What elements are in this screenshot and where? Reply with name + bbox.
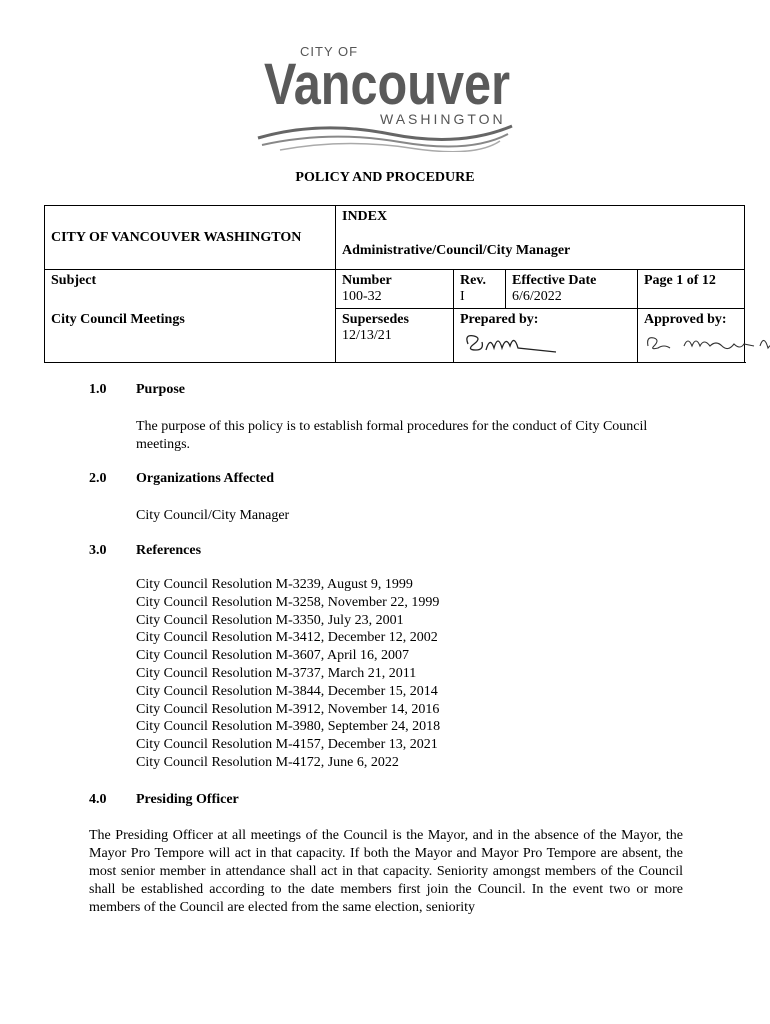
number-cell <box>336 270 454 309</box>
reference-item: City Council Resolution M-3607, April 16, 2007 <box>136 648 410 664</box>
reference-item: City Council Resolution M-3980, September 24, 2018 <box>136 719 441 735</box>
rev-cell <box>454 270 506 309</box>
reference-item: City Council Resolution M-3844, December 15, 2014 <box>136 683 438 699</box>
presiding-officer-text: The Presiding Officer at all meetings of the Council is the Mayor, and in the absence of the Mayor, the Mayor Pro Tempore will act in that capacity. If both the Mayor and Mayor Pro Tempore are absent, the most senior member in attendance shall act in that capacity. Seniority amongst members of the Council shall be established according to the date members first join the Council. In the event two or more members of the Council are elected from the same election, seniority <box>89 828 683 915</box>
subject-label: Subject <box>51 273 97 288</box>
org-cell <box>45 206 336 270</box>
approved-by-label: Approved by: <box>644 312 727 327</box>
section-1-text: The purpose of this policy is to establish formal procedures for the conduct of City Council meetings. <box>136 419 648 452</box>
prepared-by-label: Prepared by: <box>460 312 539 327</box>
prepared-by-signature <box>460 330 570 356</box>
logo-city-of: CITY OF <box>300 44 359 59</box>
number-value: 100-32 <box>342 289 382 304</box>
reference-item: City Council Resolution M-3412, December 12, 2002 <box>136 630 438 646</box>
reference-item: City Council Resolution M-3350, July 23, 2001 <box>136 612 404 628</box>
section-number: 1.0 <box>89 382 107 397</box>
effective-date-cell <box>506 270 638 309</box>
section-title: References <box>136 543 202 558</box>
section-title: Organizations Affected <box>136 471 275 486</box>
prepared-by-cell <box>454 309 638 363</box>
index-value: Administrative/Council/City Manager <box>342 243 571 258</box>
document-title: POLICY AND PROCEDURE <box>295 170 475 185</box>
approved-by-cell <box>638 309 745 363</box>
policy-header-table <box>44 205 745 363</box>
section-2-text: City Council/City Manager <box>136 508 290 523</box>
reference-item: City Council Resolution M-3912, November 14, 2016 <box>136 701 440 717</box>
logo-washington: WASHINGTON <box>380 111 506 127</box>
reference-item: City Council Resolution M-3239, August 9, 1999 <box>136 577 413 592</box>
approved-by-signature <box>644 330 770 356</box>
effective-date-label: Effective Date <box>512 273 597 288</box>
section-title: Presiding Officer <box>136 792 239 807</box>
section-1-heading <box>89 382 185 398</box>
index-cell <box>336 206 745 270</box>
index-label: INDEX <box>342 209 388 224</box>
reference-item: City Council Resolution M-4157, December 13, 2021 <box>136 737 438 753</box>
rev-value: I <box>460 289 465 304</box>
section-number: 2.0 <box>89 471 107 486</box>
page-number: Page 1 of 12 <box>644 273 716 288</box>
logo-wave-1 <box>258 126 512 139</box>
section-3-heading <box>89 543 201 559</box>
section-number: 3.0 <box>89 543 107 558</box>
page-cell <box>638 270 745 309</box>
org-name: CITY OF VANCOUVER WASHINGTON <box>51 229 302 245</box>
city-of-vancouver-logo <box>250 42 520 152</box>
reference-item: City Council Resolution M-3258, November 22, 1999 <box>136 594 440 610</box>
section-number: 4.0 <box>89 792 107 807</box>
effective-date-value: 6/6/2022 <box>512 289 562 304</box>
section-title: Purpose <box>136 382 185 397</box>
supersedes-value: 12/13/21 <box>342 328 392 343</box>
supersedes-cell <box>336 309 454 363</box>
subject-value: City Council Meetings <box>51 312 185 327</box>
section-2-heading <box>89 471 274 487</box>
references-list <box>136 576 440 772</box>
logo-vancouver: Vancouver <box>264 52 510 117</box>
reference-item: City Council Resolution M-4172, June 6, 2022 <box>136 754 399 770</box>
supersedes-label: Supersedes <box>342 312 409 327</box>
reference-item: City Council Resolution M-3737, March 21, 2011 <box>136 665 417 681</box>
number-label: Number <box>342 273 392 288</box>
rev-label: Rev. <box>460 273 487 288</box>
section-4-heading <box>89 792 239 808</box>
subject-cell <box>45 270 336 363</box>
